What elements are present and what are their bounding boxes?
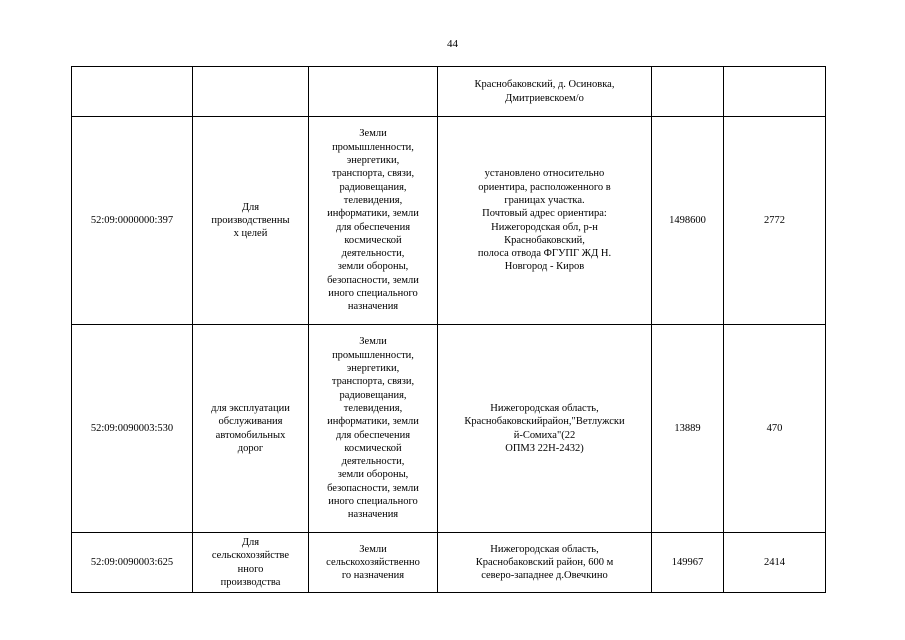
location-cell: установлено относительно ориентира, расположенного в границах участка. Почтовый адрес ориентира: Нижегородская обл, р-н Краснобаковский, полоса отвода ФГУПГ ЖД Н. Новгород - Киров xyxy=(438,117,652,325)
table-row xyxy=(72,67,826,117)
purpose-cell: Для производственны х целей xyxy=(193,117,309,325)
table-row xyxy=(72,533,826,593)
land-category-cell: Земли сельскохозяйственно го назначения xyxy=(309,533,438,593)
land-category-cell: Земли промышленности, энергетики, транспорта, связи, радиовещания, телевидения, информатики, земли для обеспечения космической деятельности, земли обороны, безопасности, земли иного специального назначения xyxy=(309,117,438,325)
cadastral-number-cell: 52:09:0090003:625 xyxy=(72,533,193,593)
purpose-cell xyxy=(193,67,309,117)
land-parcels-table xyxy=(71,66,826,593)
value-cell: 2414 xyxy=(724,533,826,593)
location-cell: Краснобаковский, д. Осиновка, Дмитриевскоем/о xyxy=(438,67,652,117)
purpose-cell: Для сельскохозяйстве нного производства xyxy=(193,533,309,593)
table-row xyxy=(72,325,826,533)
value-cell: 2772 xyxy=(724,117,826,325)
cadastral-number-cell: 52:09:0000000:397 xyxy=(72,117,193,325)
cadastral-number-cell xyxy=(72,67,193,117)
purpose-cell: для эксплуатации обслуживания автомобильных дорог xyxy=(193,325,309,533)
land-category-cell xyxy=(309,67,438,117)
area-cell: 1498600 xyxy=(652,117,724,325)
area-cell xyxy=(652,67,724,117)
value-cell xyxy=(724,67,826,117)
table-row xyxy=(72,117,826,325)
value-cell: 470 xyxy=(724,325,826,533)
cadastral-number-cell: 52:09:0090003:530 xyxy=(72,325,193,533)
area-cell: 149967 xyxy=(652,533,724,593)
land-category-cell: Земли промышленности, энергетики, транспорта, связи, радиовещания, телевидения, информатики, земли для обеспечения космической деятельности, земли обороны, безопасности, земли иного специального назначения xyxy=(309,325,438,533)
location-cell: Нижегородская область, Краснобаковскийрайон,"Ветлужски й-Сомиха"(22 ОПМЗ 22Н-2432) xyxy=(438,325,652,533)
area-cell: 13889 xyxy=(652,325,724,533)
page-number: 44 xyxy=(447,38,458,50)
location-cell: Нижегородская область, Краснобаковский район, 600 м северо-западнее д.Овечкино xyxy=(438,533,652,593)
